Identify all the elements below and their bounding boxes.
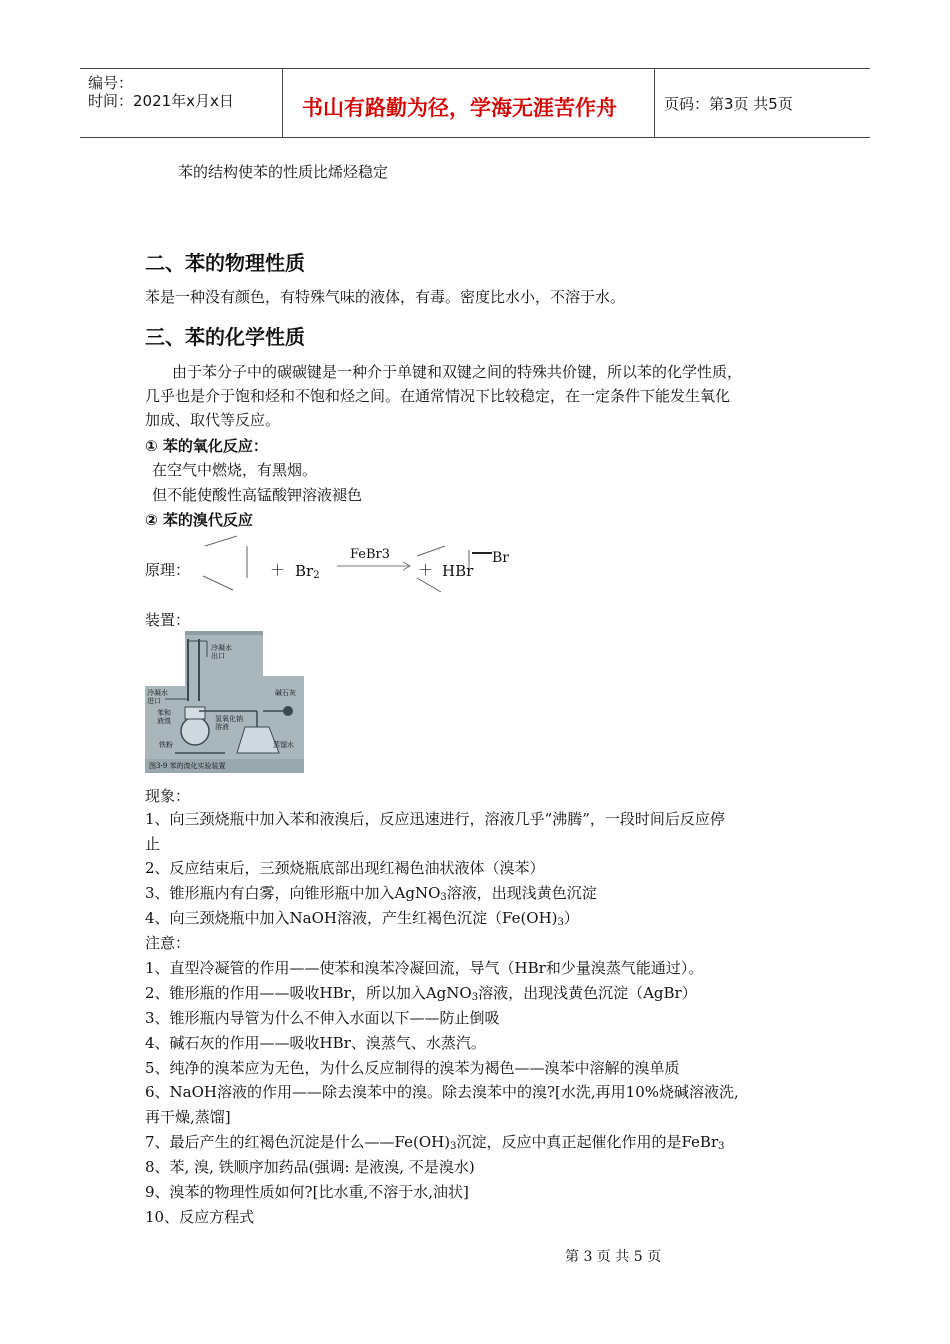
bond-line: [472, 550, 494, 556]
phenomena-item: 4、向三颈烧瓶中加入NaOH溶液，产生红褐色沉淀$(Fe(OH)_3)$: [145, 909, 579, 928]
page-header: [80, 68, 870, 138]
bromine-reagent: $Br_2$: [295, 562, 320, 581]
img-label: 苯和 液溴: [157, 709, 171, 725]
bromination-title: ② 苯的溴代反应: [145, 511, 253, 529]
img-label: 冷凝水 进口: [147, 689, 168, 705]
intro-line: 苯的结构使苯的性质比烯烃稳定: [178, 163, 389, 181]
phenomena-item: 1、向三颈烧瓶中加入苯和液溴后，反应迅速进行，溶液几乎“沸腾”，一段时间后反应停: [145, 810, 725, 828]
note-item: 8、苯, 溴, 铁顺序加药品(强调: 是液溴, 不是溴水): [145, 1158, 475, 1176]
motto: 书山有路勤为径，学海无涯苦作舟: [302, 96, 617, 120]
benzene-ring-left: [195, 532, 255, 592]
note-item: 1、直型冷凝管的作用——使苯和溴苯冷凝回流，导气（HBr和少量溴蒸气能通过）。: [145, 959, 704, 977]
time-label: 时间：2021年x月x日: [88, 92, 234, 110]
catalyst-label: FeBr3: [350, 547, 391, 562]
note-item: 3、锥形瓶内导管为什么不伸入水面以下——防止倒吸: [145, 1009, 500, 1027]
section-2-heading: 二、苯的物理性质: [145, 251, 305, 275]
phenomena-item: 2、反应结束后，三颈烧瓶底部出现红褐色油状液体（溴苯）: [145, 859, 545, 877]
number-label: 编号：: [88, 74, 134, 92]
img-label: 铁粉: [159, 741, 173, 749]
note-item: 4、碱石灰的作用——吸收HBr、溴蒸气、水蒸汽。: [145, 1034, 486, 1052]
bromo-substituent: Br: [492, 550, 509, 566]
oxidation-line-2: 但不能使酸性高锰酸钾溶液褪色: [152, 486, 363, 504]
phenomena-item: 3、锥形瓶内有白雾，向锥形瓶中加入AgNO$_3$溶液，出现浅黄色沉淀: [145, 884, 597, 903]
apparatus-image: [145, 631, 304, 773]
header-info-cell: [80, 69, 283, 137]
plus-sign: ＋: [418, 561, 434, 579]
phenomena-item: 止: [145, 835, 161, 853]
notes-title: 注意：: [145, 934, 191, 952]
note-item: 10、反应方程式: [145, 1208, 255, 1226]
section-3-heading: 三、苯的化学性质: [145, 325, 305, 349]
page-label: 页码：第3页 共5页: [664, 95, 793, 113]
phenomena-title: 现象：: [145, 787, 191, 805]
note-item: 7、最后产生的红褐色沉淀是什么$——Fe(OH)_3$沉淀，反应中真正起催化作用的是FeBr$_3$: [145, 1133, 725, 1152]
paragraph-line: 加成、取代等反应。: [145, 411, 281, 429]
img-label: 冷凝水 出口: [211, 644, 232, 660]
page-footer: 第 3 页 共 5 页: [565, 1249, 662, 1265]
img-caption: 图3-9 苯的溴化实验装置: [149, 762, 226, 770]
note-item: 6、NaOH溶液的作用——除去溴苯中的溴。除去溴苯中的溴?[水洗,再用10%烧碱溶液洗,: [145, 1083, 739, 1101]
principle-label: 原理：: [145, 561, 191, 579]
plus-sign: ＋: [270, 561, 286, 579]
apparatus-label: 装置：: [145, 611, 191, 629]
paragraph-line: 由于苯分子中的碳碳键是一种介于单键和双键之间的特殊共价键，所以苯的化学性质，: [172, 363, 743, 381]
reaction-arrow: [335, 560, 415, 572]
oxidation-title: ① 苯的氧化反应：: [145, 437, 268, 455]
img-label: 碱石灰: [275, 689, 296, 697]
note-item: 2、锥形瓶的作用——吸收HBr，所以加入AgNO$_3$溶液，出现浅黄色沉淀（AgBr）: [145, 984, 697, 1003]
hbr-product: HBr: [442, 562, 474, 580]
note-item: 9、溴苯的物理性质如何?[比水重,不溶于水,油状]: [145, 1183, 469, 1201]
img-label: 蒸馏水: [273, 741, 294, 749]
header-motto-cell: [282, 69, 655, 137]
section-2-text: 苯是一种没有颜色，有特殊气味的液体，有毒。密度比水小，不溶于水。: [145, 288, 626, 306]
header-page-cell: [654, 69, 870, 137]
img-label: 氢氧化钠 溶液: [215, 715, 243, 731]
oxidation-line-1: 在空气中燃烧，有黑烟。: [152, 461, 318, 479]
note-item: 再干燥,蒸馏]: [145, 1108, 231, 1126]
paragraph-line: 几乎也是介于饱和烃和不饱和烃之间。在通常情况下比较稳定，在一定条件下能发生氧化: [145, 387, 731, 405]
note-item: 5、纯净的溴苯应为无色，为什么反应制得的溴苯为褐色——溴苯中溶解的溴单质: [145, 1059, 680, 1077]
